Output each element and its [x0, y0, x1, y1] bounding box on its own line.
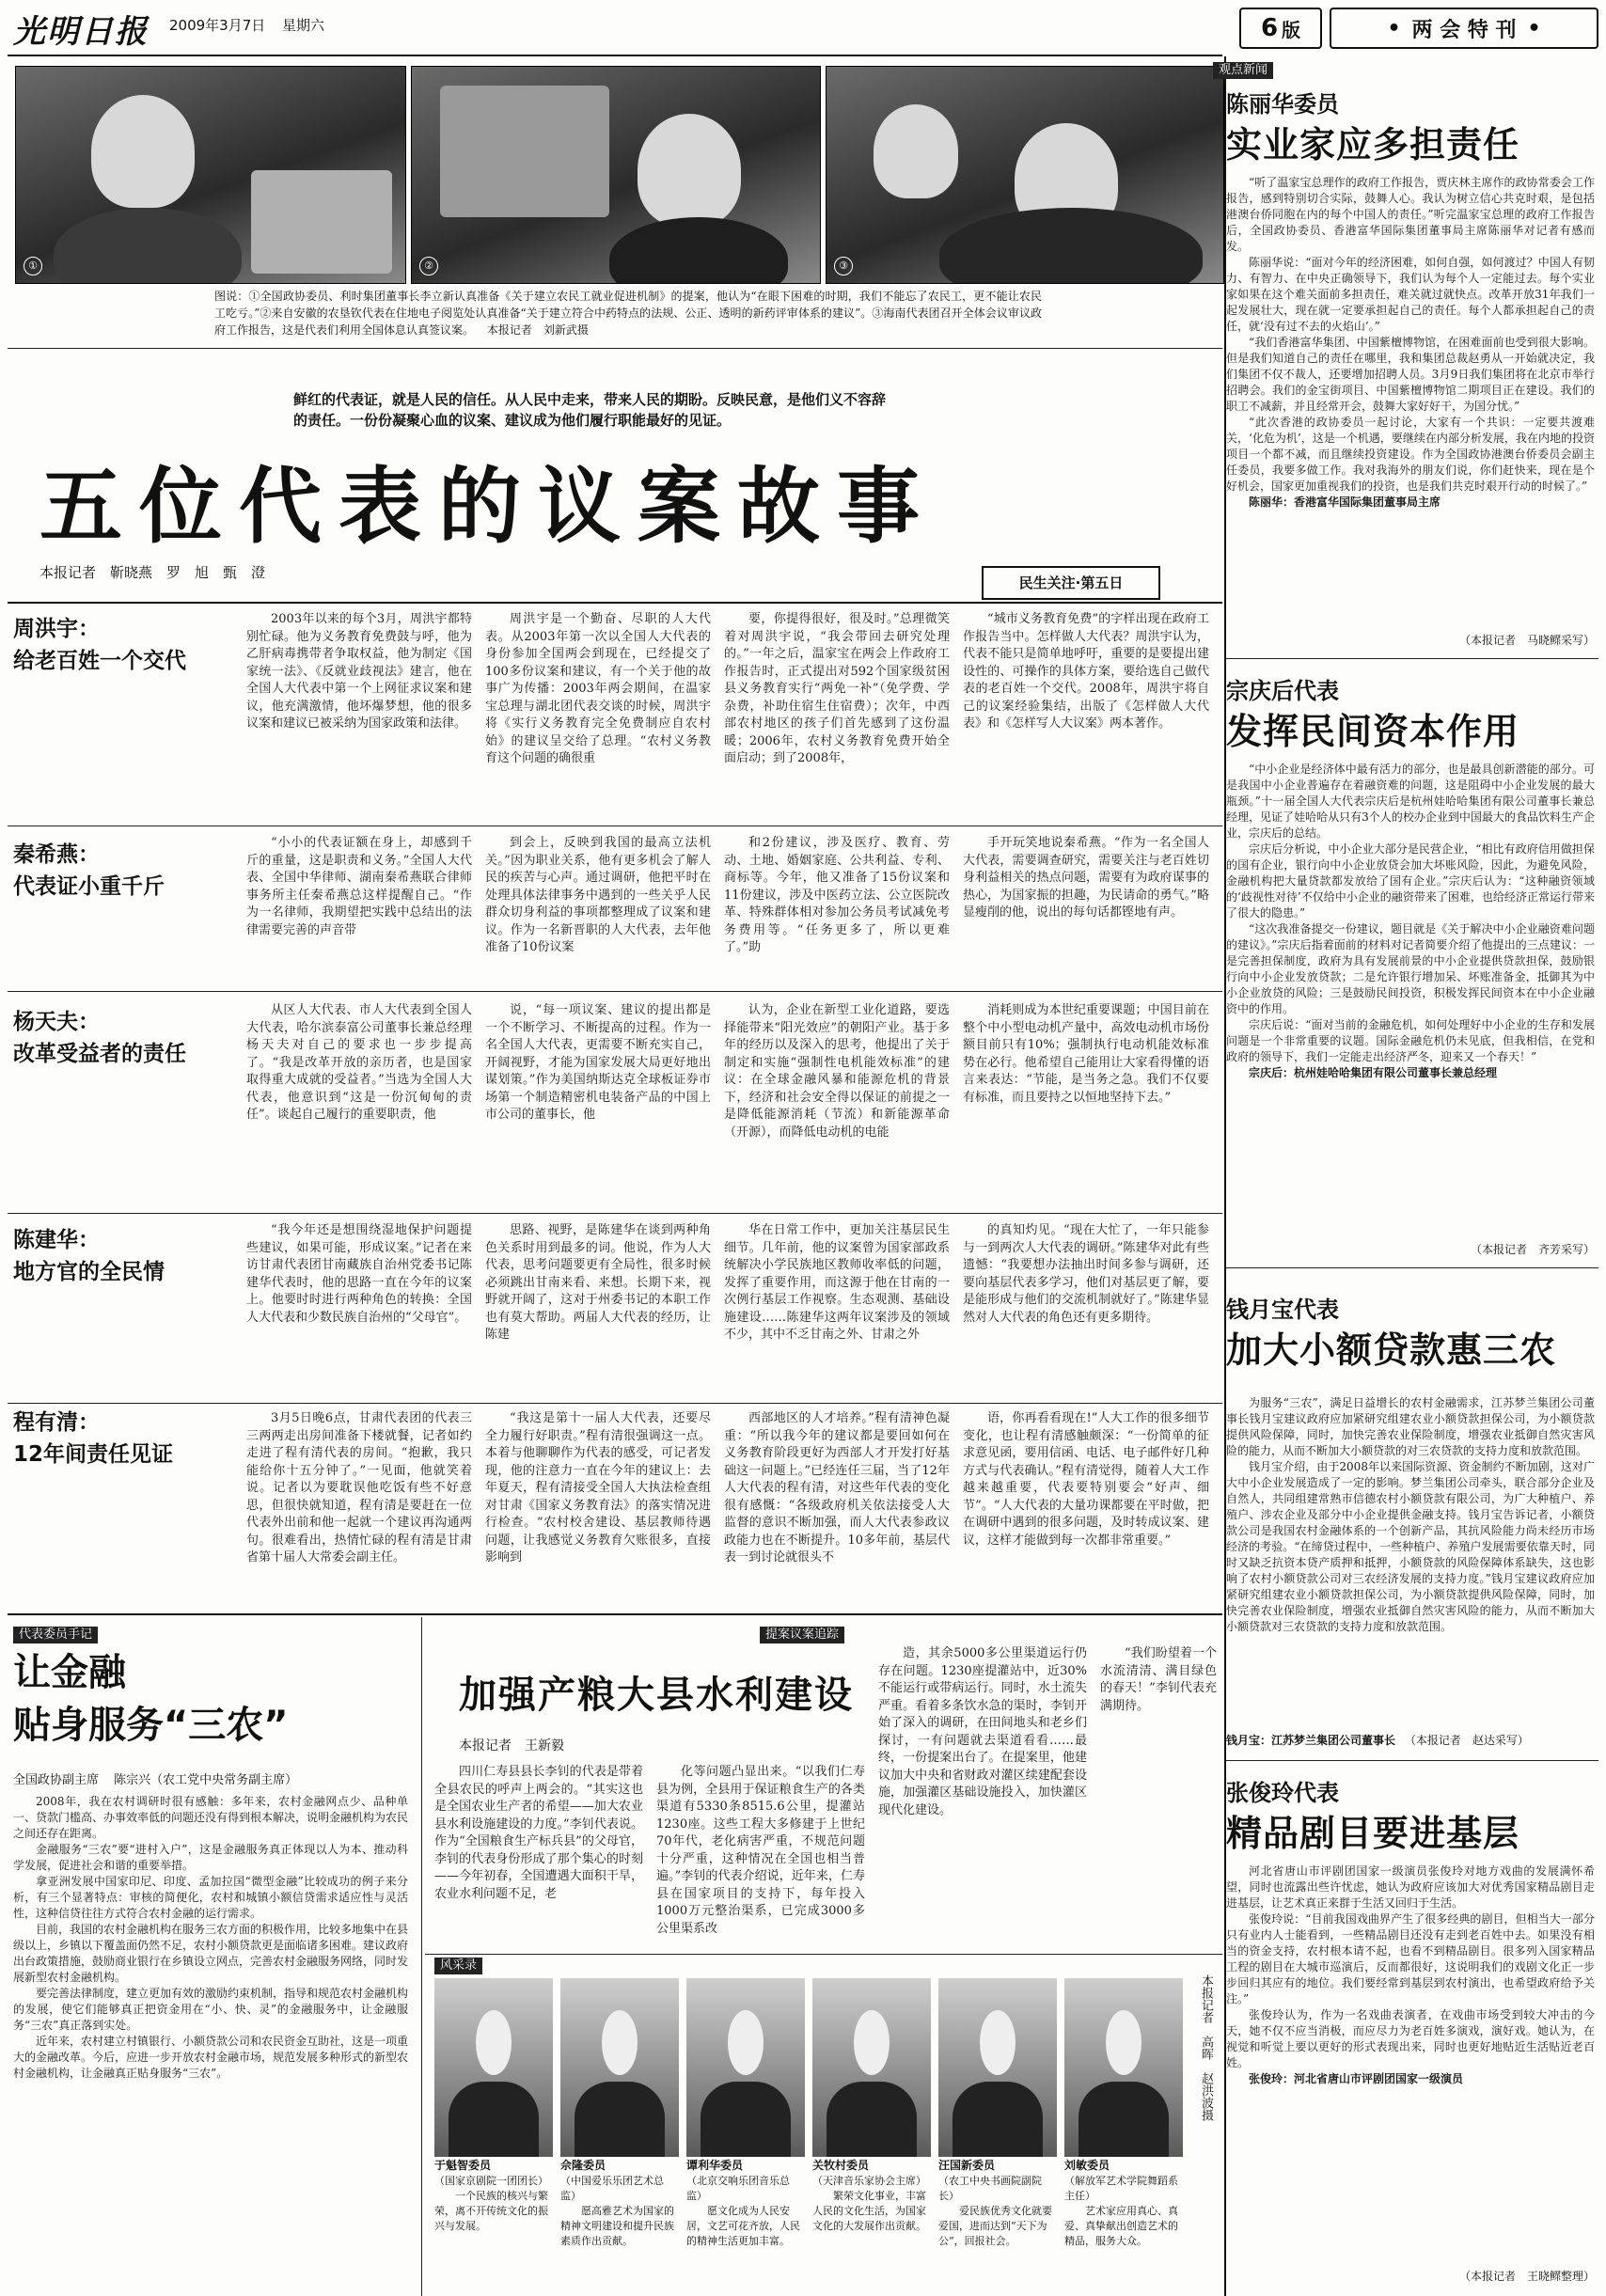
main-byline: 本报记者 靳晓燕 罗 旭 甄 澄 [39, 564, 266, 581]
sidebar-signature [1226, 1732, 1595, 1749]
bottom-left-title-1: 让金融 [13, 1651, 126, 1694]
rep-heading [13, 1407, 239, 1470]
photo-3 [826, 66, 1224, 284]
bottom-mid-column: 四川仁寿县县长李钊的代表是带着全县农民的呼声上两会的。“其实这也是全国农业生产者的希望——加大农业县水利设施建设的力度。”李钊代表说。作为“全国粮食生产标兵县”的父母官，李钊的代表身份形成了那个集心的时刻——今年初春，全国遭遇大面积干旱，农业水利问题不足，老 [434, 1765, 643, 1901]
photo-1 [15, 66, 406, 284]
rep-text-column: 西部地区的人才培养。”程有清神色凝重：“所以我今年的建议都是要回如何在义务教育阶段更好为西部人才开发打好基础这一问题上。”已经连任三届，当了12年人大代表的程有清，对这些年代表的变化很有感慨：“各级政府机关依法接受人大监督的意识不断加强，而人大代表参政议政能力也在不断提升。10多年前，基层代表一到讨论就很头不 [724, 1411, 950, 1565]
rep-text-column: “小小的代表证额在身上，却感到千斤的重量，这是职责和义务。”全国人大代表、全国中华律师、湖南秦希燕联合律师事务所主任秦希燕总这样提醒自己。“作为一名律师，我期望把实践中总结出的法律需要完善的声音带 [246, 836, 472, 937]
rep-text-column: 语，你再看看现在!”人大工作的很多细节变化，也让程有清感触颇深：“一份简单的征求意见函，要用信函、电话、电子邮件好几种方式与代表确认。”程有清觉得，随着人大工作越来越重要，代表要特别要会“好声、细节”。“人大代表的大量功课都要在平时做，把在调研中遇到的很多问题，及时转成议案、建议，这样才能做到每一次都非常重要。” [963, 1411, 1209, 1548]
masthead [0, 0, 1606, 56]
gallery-person-role: （中国爱乐乐团艺术总监） [560, 2175, 664, 2202]
sidebar-credit: （本报记者 齐芳采写） [1470, 1243, 1595, 1256]
rep-text-column: 3月5日晚6点，甘肃代表团的代表三三两两走出房间准备下楼就餐，记者如约走进了程有清代表的房间。“抱歉，我只能给你十五分钟了。”一见面，他就笑着说。记者以为要耽误他吃饭有些不好意思，但很快就知道，程有清是要赶在一位代表外出前和他一起就一个建议再沟通两句。很难看出，热情忙碌的程有清是甘肃省第十届人大常委会副主任。 [246, 1411, 472, 1565]
rep-text-column: “城市义务教育免费”的字样出现在政府工作报告当中。怎样做人大代表？周洪宇认为，代表不能只是简单地呼吁，重要的是要提出建设性的、可操作的具体方案，要给选自己做代表的老百姓一个交代。2008年，周洪宇将自己的议案经验集结，出版了《怎样做人大代表》和《怎样写人大议案》两本著作。 [963, 612, 1209, 731]
gallery-side-credit: 本报记者 高晖 赵洪波摄 [1199, 1974, 1213, 2121]
rep-text-column: 手开玩笑地说秦希燕。“作为一名全国人大代表，需要调查研究，需要关注与老百姓切身利益相关的热点问题，需要有为政府谋事的热心，为国家振的担趣，为民请命的勇气。”略显瘦削的他，说出的每句话都铿地有声。 [963, 836, 1209, 920]
gallery-card [812, 1978, 931, 2249]
sidebar-headline: 发挥民间资本作用 [1226, 711, 1520, 752]
bottom-mid-column: “我们盼望着一个水流清清、满目绿色的春天！”李钊代表充满期待。 [1100, 1646, 1217, 1713]
gallery-person-quote: 愿高雅艺术为国家的精神文明建设和提升民族素质作出贡献。 [560, 2205, 674, 2247]
bullet-icon: • [1387, 16, 1401, 40]
rep-name: 秦希燕： [13, 842, 100, 867]
bullet-icon: • [1527, 16, 1541, 40]
bottom-mid-column: 造，其余5000多公里渠道运行仍存在问题。1230座提灌站中，近30%不能运行或带病运行。同时，水土流失严重。看着多条饮水急的渠时，李钊开始了深入的调研，在田间地头和老乡们探讨，一有问题就去渠道看看……最终，一份提案出台了。在提案里，他建议加大中央和省财政对灌区续建配套设施，加强灌区基础设施投入，加快灌区现代化建设。 [878, 1646, 1087, 1817]
rep-text-column: “我这是第十一届人大代表，还要尽全力履行好职责。”程有清很强调这一点。本着与他聊聊作为代表的感受，可记者发现，他的注意力一直在今年的建议上：去年夏天，程有清接受全国人大执法检查组对甘肃《国家义务教育法》的落实情况进行检查。“农村校舍建设、基层教师待遇问题，让我感觉义务教育欠账很多，直接影响到 [485, 1411, 711, 1565]
gallery-person-quote: 愿文化成为人民安居，文艺可花齐放，人民的精神生活更加丰富。 [686, 2205, 800, 2247]
gallery-person-role: （农工中央书画院副院长） [938, 2175, 1042, 2202]
sidebar-person: 宗庆后代表 [1226, 678, 1339, 704]
bottom-left-author [13, 1769, 427, 1787]
gallery-card [686, 1978, 805, 2264]
rep-subtitle: 改革受益者的责任 [13, 1042, 186, 1066]
gallery-person-role: （解放军艺术学院舞蹈系主任） [1064, 2175, 1178, 2202]
photo-number: ③ [834, 257, 853, 275]
sidebar-body: 河北省唐山市评剧团国家一级演员张俊玲对地方戏曲的发展满怀希望，同时也流露出些许忧虑，她认为政府应该加大对优秀国家精品剧目走进基层，让艺术真正来群于生活又回归于生活。 张俊玲说：“目前我国戏曲界产生了很多经典的剧目，但相当大一部分只有业内人士能看到，一些精品剧目还没有走到老百姓中去。如果没有相当的资金支持，农村根本请不起，也看不到精品剧目。很多列入国家精品工程的剧目在大城市巡演后，反而都很好，这说明我们的戏剧文化正一步步回归其应有的地位。我们要经常到基层到农村演出，也希望政府给予关注。” 张俊玲认为，作为一名戏曲表演者，在戏曲市场受到较大冲击的今天，她不仅不应当消极，而应尽力为老百姓多演戏，演好戏。她认为，在视觉和听觉上要以更好的形式表现出来，同时也更好地贴近生活贴近老百姓。 张俊玲：河北省唐山市评剧团国家一级演员 [1226, 1864, 1595, 2085]
portrait-photo [812, 1978, 931, 2157]
sidebar-headline: 精品剧目要进基层 [1226, 1813, 1520, 1854]
gallery-person-quote: 繁荣文化事业，丰富人民的文化生活，为国家文化的大发展作出贡献。 [812, 2190, 926, 2232]
main-headline: 五位代表的议案故事 [39, 457, 937, 555]
portrait-photo [560, 1978, 679, 2157]
rep-heading [13, 839, 239, 903]
rep-heading [13, 1006, 239, 1070]
gallery-person-quote: 艺术家应用真心、真爱、真挚献出创造艺术的精品，服务大众。 [1064, 2205, 1178, 2247]
gallery-card [1064, 1978, 1183, 2264]
sidebar-headline: 加大小额贷款惠三农 [1226, 1329, 1557, 1371]
sidebar-source: 钱月宝：江苏梦兰集团公司董事长 [1226, 1734, 1396, 1747]
bottom-mid-title: 加强产粮大县水利建设 [459, 1674, 854, 1717]
rep-text-column: 从区人大代表、市人大代表到全国人大代表，哈尔滨泰富公司董事长兼总经理杨天夫对自己的要求也一步步提高了。“我是改革开放的亲历者，也是国家取得重大成就的受益者。”当选为全国人大代表，他意识到“这是一份沉甸甸的责任”。谈起自己履行的重要职责，他 [246, 1003, 472, 1122]
section-banner [1330, 8, 1598, 49]
rep-name: 程有清： [13, 1410, 100, 1435]
portrait-photo [1064, 1978, 1183, 2157]
gallery-card [938, 1978, 1057, 2264]
gallery-person-name: 谭利华委员 [686, 2159, 744, 2172]
author-name: 陈宗兴（农工党中央常务副主席） [114, 1773, 298, 1787]
page-number-box [1239, 8, 1322, 49]
page-unit: 版 [1282, 18, 1301, 41]
gallery-person-name: 关牧村委员 [812, 2159, 870, 2172]
rep-subtitle: 地方官的全民情 [13, 1260, 165, 1284]
rep-subtitle: 给老百姓一个交代 [13, 649, 186, 673]
issue-date: 2009年3月7日 [169, 17, 266, 34]
gallery-person-role: （天津音乐家协会主席） [812, 2175, 926, 2187]
sidebar-headline: 实业家应多担责任 [1226, 124, 1520, 165]
sidebar-person: 钱月宝代表 [1226, 1297, 1339, 1323]
rep-text-column: 华在日常工作中，更加关注基层民生细节。几年前，他的议案曾为国家部政系统解决小学民族地区教师收率低的问题，发挥了重要作用，而这源于他在甘南的一次例行基层工作视察。生态观测、基础设施建设……陈建华这两年议案涉及的领域不少，其中不乏甘南之外、甘肃之外 [724, 1223, 950, 1342]
section-name: 两 会 特 刊 [1411, 18, 1517, 42]
rep-text-column: 到会上，反映到我国的最高立法机关。”因为职业关系，他有更多机会了解人民的疾苦与心声。通过调研，他把平时在处理具体法律事务中遇到的一些关乎人民群众切身利益的事项都整理成了议案和建议。作为一名新晋职的人大代表，去年他准备了10份议案 [485, 836, 711, 954]
sidebar-credit: （本报记者 马晓鳏采写） [1458, 634, 1595, 647]
rep-text-column: 的真知灼见。“现在大忙了，一年只能参与一到两次人大代表的调研。”陈建华对此有些遗憾：“我要想办法抽出时间多参与调研，还要向基层代表多学习，他们对基层更了解，要是能形成与他们的交流机制就好了。”陈建华显然对人大代表的角色还有更多期待。 [963, 1223, 1209, 1325]
bottom-left-body: 2008年，我在农村调研时很有感触：多年来，农村金融网点少、品种单一、贷款门槛高、办事效率低的问题还没有得到根本解决，说明金融机构为农民之间还存在距离。 金融服务“三农”要“进村入户”，这是金融服务真正体现以人为本、推动科学发展，促进社会和谐的重要举措。 拿亚洲发展中国家印尼、印度、孟加拉国“微型金融”比较成功的例子来分析，有三个显著特点：审核的简便化，农村和城镇小额信贷需求适应性与灵活性，这种信贷往往方式符合农村金融的运行需求。 目前，我国的农村金融机构在服务三农方面的积极作用，比较多地集中在县级以上，乡镇以下覆盖面仍然不足，农村小额贷款更是面临诸多困难。建议政府出台政策措施，鼓励商业银行在乡镇设立网点，完善农村金融服务网络，同时发展新型农村金融机构。 要完善法律制度，建立更加有效的激励约束机制，指导和规范农村金融机构的发展，使它们能够真正把资金用在“小、快、灵”的金融服务中，让金融服务“三农”真正落到实处。 近年来，农村建立村镇银行、小额贷款公司和农民资金互助社，这是一项重大的金融改革。今后，应进一步开放农村金融市场，规范发展多种形式的新型农村金融机构，让金融真正贴身服务“三农”。 [13, 1795, 408, 2080]
photo-number: ① [24, 257, 42, 275]
photo-number: ② [419, 257, 438, 275]
rep-subtitle: 12年间责任见证 [13, 1442, 174, 1467]
rep-text-column: 要，你提得很好，很及时。”总理微笑着对周洪宇说，“我会带回去研究处理的。”一年之后，温家宝在两会上作政府工作报告时，正式提出对592个国家级贫困县义务教育实行“两免一补”（免学费、学杂费，补助住宿生住宿费）；次年，中西部农村地区的孩子们首先感到了这份温暖；2006年，农村义务教育免费开始全面启动；到了2008年， [724, 612, 950, 765]
gallery-person-role: （北京交响乐团音乐总监） [686, 2175, 790, 2202]
rep-text-column: 消耗则成为本世纪重要课题；中国目前在整个中小型电动机产量中，高效电动机市场份额目前只有10%；强制执行电动机能效标准势在必行。他希望自己能用让大家看得懂的语言来表达：“节能，是当务之急。我们不仅要有标准，而且要持之以恒地坚持下去。” [963, 1003, 1209, 1105]
sidebar-body: 为服务“三农”，满足日益增长的农村金融需求，江苏梦兰集团公司董事长钱月宝建议政府应加紧研究组建农业小额贷款担保公司，为小额贷款提供风险保障，同时，加快完善农业保险制度，增强农业抵御自然灾害风险的能力，从而不断加大小额贷款的对三农贷款的支持力度和放款范围。 钱月宝介绍，由于2008年以来国际资源、资金制约不断加剧，这对广大中小企业发展造成了一定的影响。梦兰集团公司牵头，联合部分企业及自然人，共同组建常熟市信德农村小额贷款有限公司，为广大种植户、养殖户、涉农企业及部分中小企业提供金融支持。钱月宝告诉记者，小额贷款公司是我国农村金融体系的一个创新产品，其抗风险能力尚未经历市场经济的考验。“在缔贷过程中，一些种植户、养殖户发展需要依靠天时，同时又缺乏抗资本贷产质押和抵押，小额贷款的风险保障体系缺失，这也影响了农村小额贷款公司对三农经济发展的支持力度。”钱月宝建议政府应加紧研究组建农业小额贷款担保公司，为小额贷款提供风险保障，同时，加快完善农业保险制度，增强农业抵御自然灾害风险的能力，从而不断加大小额贷款对三农贷款的支持力度和放款范围。 [1226, 1396, 1595, 1633]
rep-heading [13, 1224, 239, 1288]
portrait-photo [938, 1978, 1057, 2157]
rep-heading [13, 613, 239, 677]
newspaper-logo: 光明日报 [13, 13, 149, 51]
sidebar-credit: （本报记者 赵达采写） [1404, 1734, 1529, 1747]
sidebar-person: 张俊玲代表 [1226, 1780, 1339, 1806]
gallery-person-role: （国家京剧院一团团长） [434, 2175, 548, 2187]
series-label: 民生关注·第五日 [982, 566, 1160, 600]
sidebar-credit: （本报记者 王晓鳏整理） [1458, 2270, 1595, 2283]
rep-text-column: 和2份建议，涉及医疗、教育、劳动、土地、婚姻家庭、公共利益、专利、商标等。今年，他又准备了15份议案和11份建议，涉及中医药立法、公立医院改革、特殊群体相对参加公务员考试减免考务费用等。“任务更多了，所以更难了。”助 [724, 836, 950, 954]
gallery-kicker: 风采录 [434, 1958, 482, 1974]
gallery-person-quote: 一个民族的核兴与繁荣，离不开传统文化的振兴与发展。 [434, 2190, 548, 2232]
bottom-left-title-2: 贴身服务“三农” [13, 1704, 289, 1747]
rep-text-column: 说，“每一项议案、建议的提出都是一个不断学习、不断提高的过程。作为一名全国人大代表，更需要不断充实自己，开阔视野，才能为国家发展大局更好地出谋划策。”作为美国纳斯达克全球板证券市场第一个制造精密机电装备产品的中国上市公司的董事长，他 [485, 1003, 711, 1122]
intro-text: 鲜红的代表证，就是人民的信任。从人民中走来，带来人民的期盼。反映民意，是他们义不容辞的责任。一份份凝聚心血的议案、建议成为他们履行职能最好的见证。 [293, 391, 887, 429]
bottom-left-kicker: 代表委员手记 [13, 1627, 98, 1643]
portrait-photo [686, 1978, 805, 2157]
sidebar-tag: 观点新闻 [1213, 62, 1273, 79]
rep-text-column: 思路、视野，是陈建华在谈到两种角色关系时用到最多的词。他说，作为人大代表，思考问题要更有全局性，很多时候必须跳出甘南来看、来想。长期下来，视野就开阔了，这对于州委书记的本职工作也有莫大帮助。两届人大代表的经历，让陈建 [485, 1223, 711, 1342]
gallery-person-name: 刘敏委员 [1064, 2159, 1110, 2172]
portrait-photo [434, 1978, 553, 2157]
gallery-person-quote: 爱民族优秀文化就要爱国，进而达到“天下为公”，回报社会。 [938, 2205, 1052, 2247]
rep-name: 杨天夫： [13, 1010, 100, 1034]
gallery-person-name: 于魁智委员 [434, 2159, 492, 2172]
rep-name: 周洪宇： [13, 617, 100, 641]
photo-caption: 图说：①全国政协委员、利时集团董事长李立新认真准备《关于建立农民工就业促进机制》的提案，他认为“在眼下困难的时期，我们不能忘了农民工，更不能让农民工吃亏。”②来自安徽的农垦钦代表在住地电子阅览处认真准备“关于建立符合中药特点的法规、公正、透明的新药评审体系的建议”。③海南代表团召开全体会议审议政府工作报告，这是代表们利用全国体息认真签议案。 本报记者 刘新武摄 [214, 290, 1042, 337]
rep-text-column: “我今年还是想围绕湿地保护问题提些建议，如果可能，形成议案。”记者在来访甘肃代表团甘南藏族自治州党委书记陈建华代表时，他的思路一直在今年的议案上。他要时时进行两种角色的转换：全国人大代表和少数民族自治州的“父母官”。 [246, 1223, 472, 1325]
photo-credit: 本报记者 刘新武摄 [486, 323, 589, 337]
rep-text-column: 认为，企业在新型工业化道路，要选择能带来“阳光效应”的朝阳产业。基于多年的经历以及深入的思考，他提出了关于制定和实施“强制性电机能效标准”的建议：在全球金融风暴和能源危机的背景下，经济和社会安全得以保证的前提之一是降低能源消耗（节流）和新能源革命（开源），而降低电动机的电能 [724, 1003, 950, 1140]
author-role: 全国政协副主席 [13, 1773, 100, 1787]
gallery-card [560, 1978, 679, 2264]
issue-weekday: 星期六 [282, 17, 325, 34]
rep-text-column: 2003年以来的每个3月，周洪宇都特别忙碌。他为义务教育免费鼓与呼，他为乙肝病毒携带者争取权益，他为制定《国家统一法》、《反就业歧视法》建言，他在全国人大代表中第一个上网征求议案和建议，他充满激情，他坏爆梦想，他的很多议案和建议已被采纳为国家政策和法律。 [246, 612, 472, 731]
page-number: 6 [1260, 14, 1279, 42]
sidebar-body: “听了温家宝总理作的政府工作报告，贾庆林主席作的政协常委会工作报告，感到特别切合实际，鼓舞人心。我认为树立信心共克时艰，是包括港澳台侨同胞在内的每个中国人的责任。”听完温家宝总理的政府工作报告后，全国政协委员、香港富华国际集团董事局主席陈丽华对记者有感而发。 陈丽华说：“面对今年的经济困难，如何自强，如何渡过？中国人有韧力、有智力、在中央正确领导下，我们认为每个人一定能过去。每个实业家如果在这个难关面前多担责任，难关就过就快点。改革开放31年我们一起发展壮大，现在就一定要承担起自己的责任。每个人都承担起自己的责任，就‘没有过不去的火焰山’。” “我们香港富华集团、中国紫檀博物馆，在困难面前也受到很大影响。但是我们知道自己的责任在哪里，我和集团总裁赵勇从一开始就决定，我们集团不仅不裁人，还要增加招聘人员。3月9日我们集团将在北京市举行招聘会。我们的金宝街项目、中国紫檀博物馆二期项目正在建设。我们的职工不减薪，并且经常开会，鼓舞大家好好干，为国分忧。” “此次香港的政协委员一起讨论，大家有一个共识：一定要共渡难关，‘化危为机’，这是一个机遇，要继续在内部分析发展，我在内地的投资项目一个都不减，而且继续投资建设。作为全国政协港澳台侨委员会副主任委员，我要多做工作。我对我海外的朋友们说，你们赶快来，现在是个好机会，国家更加重视我们的投资，也是我们共克时艰开行动的时候了。” 陈丽华：香港富华国际集团董事局主席 [1226, 176, 1595, 509]
bottom-mid-byline: 本报记者 王新毅 [459, 1738, 564, 1753]
rep-text-column: 周洪宇是一个勤奋、尽职的人大代表。从2003年第一次以全国人大代表的身份参加全国两会到现在，已经提交了100多份议案和建议，有一个关于他的故事广为传播：2003年两会期间，在温家宝总理与湖北团代表交谈的时候，周洪宇将《实行义务教育完全免费制应自农村始》的建议呈交给了总理。“农村义务教育这个问题的确很重 [485, 612, 711, 765]
rep-name: 陈建华： [13, 1228, 100, 1252]
gallery-person-name: 汪国新委员 [938, 2159, 996, 2172]
gallery-card [434, 1978, 553, 2249]
bottom-mid-column: 化等问题凸显出来。“以我们仁寿县为例，全县用于保证粮食生产的各类渠道有5330条8515.6公里，提灌站1230座。这些工程大多修建于上世纪70年代，老化病害严重，不规范问题十分严重，这种情况在全国也相当普遍。”李钊的代表介绍说，近年来，仁寿县在国家项目的支持下，每年投入1000万元整治渠系，已完成3000多公里渠系改 [656, 1765, 865, 1936]
gallery-person-name: 佘隆委员 [560, 2159, 606, 2172]
photo-2 [411, 66, 821, 284]
bottom-mid-kicker: 提案议案追踪 [760, 1627, 844, 1643]
sidebar-person: 陈丽华委员 [1226, 91, 1339, 118]
sidebar-body: “中小企业是经济体中最有活力的部分，也是最具创新潜能的部分。可是我国中小企业普遍存在着融资难的问题，这是阻碍中小企业发展的最大瓶颈。”十一届全国人大代表宗庆后是杭州娃哈哈集团有限公司董事长兼总经理，见证了娃哈哈从只有3个人的校办企业到中国最大的食品饮料生产企业，宗庆后的总结。 宗庆后分析说，中小企业大部分是民营企业，“相比有政府信用做担保的国有企业，银行向中小企业放贷会加大坏账风险，因此，为避免风险，金融机构把大量贷款都发放给了国有企业。”宗庆后认为：“这种融资领域的‘歧视性对待’不仅给中小企业的融资带来了困难，也给经济正常运行带来了很大的隐患。” “这次我准备提交一份建议，题目就是《关于解决中小企业融资难问题的建议》。”宗庆后指着面前的材料对记者简要介绍了他提出的三点建议：一是完善担保制度，政府为具有发展前景的中小企业提供贷款担保，鼓励银行向中小企业发放贷款；二是允许银行增加呆、坏账准备金，抵御其为中小企业放贷的风险；三是鼓励民间投资，积极发挥民间资本在中小企业融资中的作用。 宗庆后说：“面对当前的金融危机，如何处理好中小企业的生存和发展问题是一个非常重要的议题。国际金融危机仍未见底，但我相信，在党和政府的领导下，我们一定能走出经济严冬，迎来又一个春天！” 宗庆后：杭州娃哈哈集团有限公司董事长兼总经理 [1226, 763, 1595, 1079]
rep-subtitle: 代表证小重千斤 [13, 874, 165, 899]
